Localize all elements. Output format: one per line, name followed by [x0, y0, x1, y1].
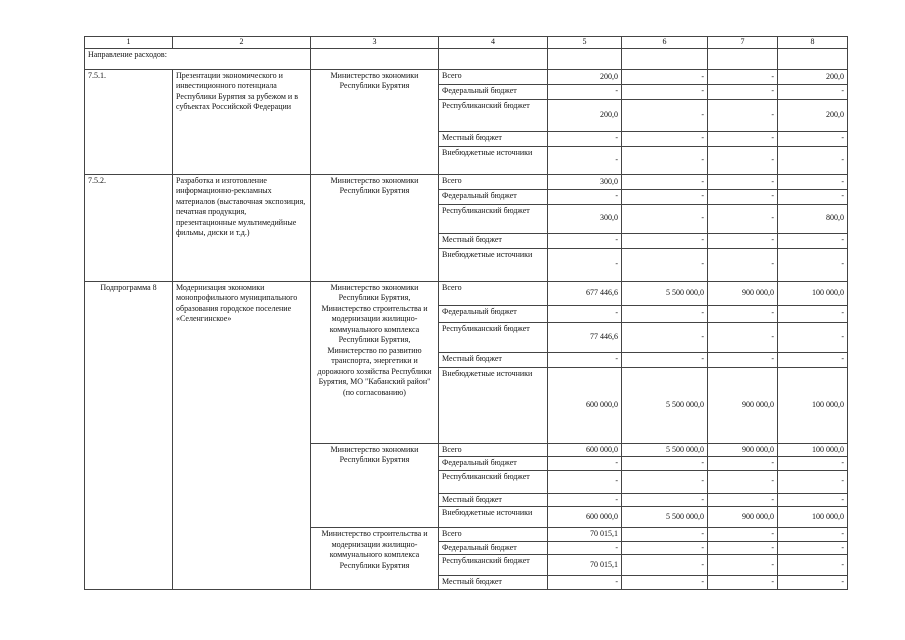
item-executor: Министерство экономики Республики Бурятия — [311, 174, 439, 281]
amount-cell: - — [708, 352, 778, 367]
amount-cell: - — [778, 576, 848, 590]
amount-cell: - — [622, 99, 708, 131]
amount-cell: 100 000,0 — [778, 281, 848, 305]
funding-source: Внебюджетные источники — [439, 146, 548, 174]
amount-cell: 200,0 — [778, 69, 848, 84]
amount-cell: - — [622, 555, 708, 576]
funding-source: Республиканский бюджет — [439, 99, 548, 131]
funding-source: Республиканский бюджет — [439, 470, 548, 493]
amount-cell: - — [778, 457, 848, 471]
amount-cell: 300,0 — [548, 174, 622, 189]
empty-cell — [439, 48, 548, 69]
amount-cell: - — [708, 189, 778, 204]
funding-source: Местный бюджет — [439, 233, 548, 248]
amount-cell: - — [622, 470, 708, 493]
item-executor: Министерство экономики Республики Бурятия — [311, 69, 439, 174]
amount-cell: - — [548, 248, 622, 281]
section-row — [85, 48, 848, 69]
amount-cell: - — [778, 541, 848, 555]
item-number: 7.5.2. — [85, 174, 173, 281]
budget-table — [84, 36, 848, 590]
amount-cell: - — [778, 233, 848, 248]
funding-source: Всего — [439, 69, 548, 84]
group-executor: Министерство экономики Республики Бурятия — [311, 443, 439, 528]
amount-cell: 5 500 000,0 — [622, 443, 708, 457]
amount-cell: - — [622, 528, 708, 542]
amount-cell: 900 000,0 — [708, 443, 778, 457]
funding-source: Республиканский бюджет — [439, 322, 548, 352]
amount-cell: - — [622, 576, 708, 590]
funding-source: Федеральный бюджет — [439, 541, 548, 555]
amount-cell: - — [708, 576, 778, 590]
amount-cell: - — [778, 555, 848, 576]
amount-cell: - — [778, 493, 848, 507]
amount-cell: - — [708, 555, 778, 576]
funding-source: Местный бюджет — [439, 576, 548, 590]
amount-cell: - — [622, 84, 708, 99]
amount-cell: 600 000,0 — [548, 443, 622, 457]
empty-cell — [778, 48, 848, 69]
amount-cell: - — [548, 84, 622, 99]
amount-cell: 200,0 — [778, 99, 848, 131]
funding-source: Всего — [439, 528, 548, 542]
amount-cell: - — [778, 189, 848, 204]
amount-cell: - — [622, 204, 708, 233]
funding-source: Местный бюджет — [439, 352, 548, 367]
group-executor: Министерство экономики Республики Бурятия, Министерство строительства и модернизации жилищно-коммунального комплекса Республики Бурятия, Министерство по развитию транспорта, энергетики и дорожного хозяйства Республики Бурятия, МО "Кабанский район" (по согласованию) — [311, 281, 439, 443]
amount-cell: - — [778, 146, 848, 174]
column-number-7: 7 — [708, 37, 778, 49]
amount-cell: - — [622, 69, 708, 84]
amount-cell: 200,0 — [548, 99, 622, 131]
amount-cell: - — [778, 528, 848, 542]
amount-cell: - — [622, 352, 708, 367]
amount-cell: - — [708, 457, 778, 471]
funding-source: Федеральный бюджет — [439, 305, 548, 322]
amount-cell: - — [778, 131, 848, 146]
subprogram-number: Подпрограмма 8 — [85, 281, 173, 589]
empty-cell — [708, 48, 778, 69]
amount-cell: - — [548, 493, 622, 507]
amount-cell: - — [622, 146, 708, 174]
amount-cell: - — [778, 174, 848, 189]
amount-cell: - — [778, 305, 848, 322]
empty-cell — [622, 48, 708, 69]
empty-cell — [311, 48, 439, 69]
amount-cell: 70 015,1 — [548, 555, 622, 576]
amount-cell: - — [622, 248, 708, 281]
amount-cell: 900 000,0 — [708, 281, 778, 305]
amount-cell: - — [708, 233, 778, 248]
amount-cell: - — [708, 84, 778, 99]
amount-cell: - — [708, 131, 778, 146]
budget-table-body — [85, 37, 848, 590]
amount-cell: - — [548, 305, 622, 322]
amount-cell: - — [778, 470, 848, 493]
amount-cell: 600 000,0 — [548, 507, 622, 528]
table-row — [85, 174, 848, 189]
funding-source: Внебюджетные источники — [439, 248, 548, 281]
amount-cell: 900 000,0 — [708, 367, 778, 443]
amount-cell: - — [622, 493, 708, 507]
amount-cell: - — [708, 174, 778, 189]
amount-cell: - — [708, 470, 778, 493]
amount-cell: - — [708, 493, 778, 507]
amount-cell: - — [778, 84, 848, 99]
amount-cell: 200,0 — [548, 69, 622, 84]
amount-cell: - — [622, 305, 708, 322]
amount-cell: - — [622, 541, 708, 555]
funding-source: Всего — [439, 174, 548, 189]
amount-cell: - — [708, 322, 778, 352]
section-title: Направление расходов: — [85, 48, 311, 69]
item-number: 7.5.1. — [85, 69, 173, 174]
amount-cell: - — [622, 457, 708, 471]
amount-cell: 5 500 000,0 — [622, 507, 708, 528]
column-number-4: 4 — [439, 37, 548, 49]
header-row — [85, 37, 848, 49]
table-row — [85, 281, 848, 305]
amount-cell: - — [548, 189, 622, 204]
funding-source: Местный бюджет — [439, 131, 548, 146]
subprogram-name: Модернизация экономики монопрофильного муниципального образования городское поселение «Селенгинское» — [173, 281, 311, 589]
amount-cell: - — [778, 322, 848, 352]
amount-cell: 100 000,0 — [778, 367, 848, 443]
funding-source: Внебюджетные источники — [439, 367, 548, 443]
amount-cell: 100 000,0 — [778, 507, 848, 528]
amount-cell: 77 446,6 — [548, 322, 622, 352]
amount-cell: 100 000,0 — [778, 443, 848, 457]
funding-source: Всего — [439, 443, 548, 457]
amount-cell: - — [708, 528, 778, 542]
amount-cell: 900 000,0 — [708, 507, 778, 528]
column-number-5: 5 — [548, 37, 622, 49]
amount-cell: - — [548, 457, 622, 471]
item-name: Разработка и изготовление информационно-рекламных материалов (выставочная экспозиция, печатная продукция, презентационные мультимедийные фильмы, диски и т.д.) — [173, 174, 311, 281]
amount-cell: - — [708, 146, 778, 174]
item-name: Презентации экономического и инвестиционного потенциала Республики Бурятия за рубежом и в субъектах Российской Федерации — [173, 69, 311, 174]
column-number-8: 8 — [778, 37, 848, 49]
amount-cell: 5 500 000,0 — [622, 281, 708, 305]
funding-source: Местный бюджет — [439, 493, 548, 507]
amount-cell: - — [548, 576, 622, 590]
amount-cell: - — [622, 322, 708, 352]
amount-cell: - — [622, 189, 708, 204]
funding-source: Всего — [439, 281, 548, 305]
column-number-3: 3 — [311, 37, 439, 49]
funding-source: Федеральный бюджет — [439, 189, 548, 204]
amount-cell: - — [778, 248, 848, 281]
amount-cell: 70 015,1 — [548, 528, 622, 542]
funding-source: Республиканский бюджет — [439, 204, 548, 233]
amount-cell: - — [548, 470, 622, 493]
amount-cell: 300,0 — [548, 204, 622, 233]
table-row — [85, 69, 848, 84]
amount-cell: - — [708, 305, 778, 322]
amount-cell: - — [548, 541, 622, 555]
amount-cell: - — [708, 541, 778, 555]
amount-cell: 5 500 000,0 — [622, 367, 708, 443]
amount-cell: 800,0 — [778, 204, 848, 233]
column-number-1: 1 — [85, 37, 173, 49]
amount-cell: - — [548, 233, 622, 248]
amount-cell: - — [708, 69, 778, 84]
column-number-6: 6 — [622, 37, 708, 49]
funding-source: Внебюджетные источники — [439, 507, 548, 528]
empty-cell — [548, 48, 622, 69]
funding-source: Федеральный бюджет — [439, 84, 548, 99]
amount-cell: - — [548, 131, 622, 146]
group-executor: Министерство строительства и модернизации жилищно-коммунального комплекса Республики Бурятия — [311, 528, 439, 590]
amount-cell: - — [622, 233, 708, 248]
amount-cell: 677 446,6 — [548, 281, 622, 305]
amount-cell: - — [548, 352, 622, 367]
amount-cell: - — [548, 146, 622, 174]
funding-source: Республиканский бюджет — [439, 555, 548, 576]
amount-cell: - — [708, 248, 778, 281]
funding-source: Федеральный бюджет — [439, 457, 548, 471]
column-number-2: 2 — [173, 37, 311, 49]
amount-cell: - — [708, 204, 778, 233]
amount-cell: - — [778, 352, 848, 367]
amount-cell: - — [622, 131, 708, 146]
amount-cell: - — [708, 99, 778, 131]
amount-cell: - — [622, 174, 708, 189]
amount-cell: 600 000,0 — [548, 367, 622, 443]
